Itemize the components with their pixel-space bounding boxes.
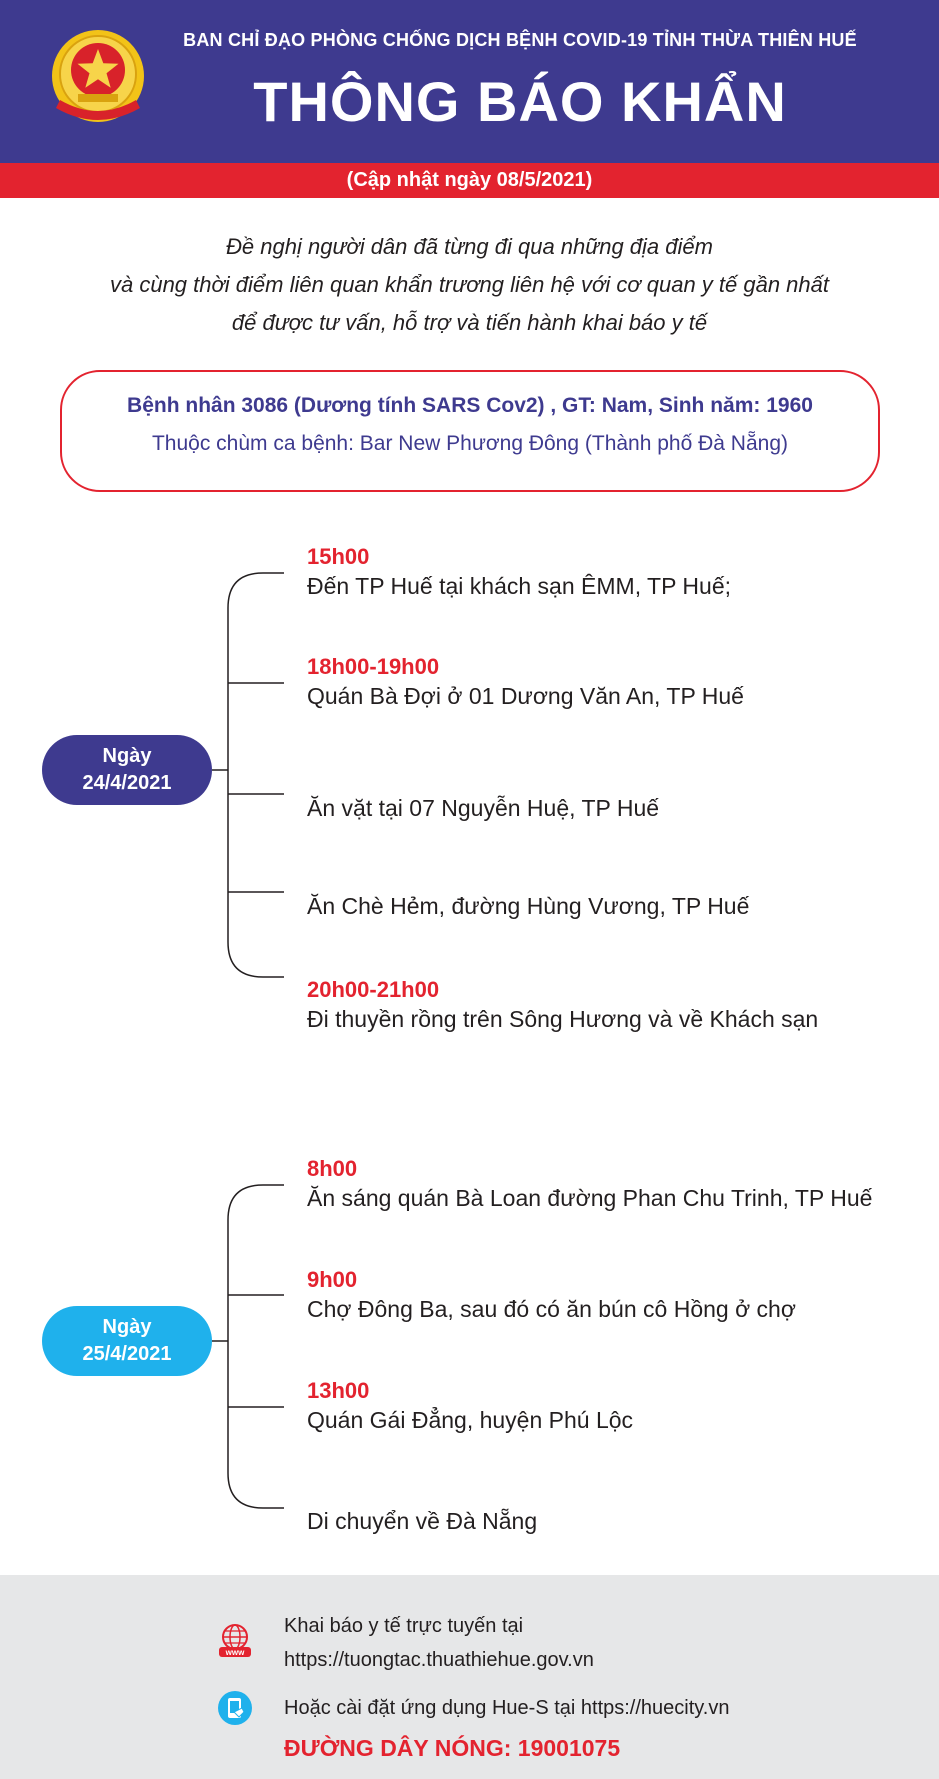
update-date: (Cập nhật ngày 08/5/2021) xyxy=(346,169,593,191)
timeline-connector xyxy=(228,1185,284,1508)
globe-icon xyxy=(217,1622,253,1658)
day-label: Ngày xyxy=(102,1316,152,1338)
event-time xyxy=(307,863,927,891)
patient-cluster: Thuộc chùm ca bệnh: Bar New Phương Đông (Thành phố Đà Nẵng) xyxy=(151,432,788,455)
mobile-app-icon xyxy=(217,1690,253,1726)
online-declaration-label: Khai báo y tế trực tuyến tại xyxy=(284,1615,524,1637)
timeline-event xyxy=(307,1155,927,1213)
event-time xyxy=(307,1478,927,1506)
timeline-event xyxy=(307,1478,927,1536)
event-place: Ăn Chè Hẻm, đường Hùng Vương, TP Huế xyxy=(307,893,750,919)
globe-icon-text: www xyxy=(225,1648,245,1657)
event-time: 18h00-19h00 xyxy=(307,654,440,679)
day-date: 25/4/2021 xyxy=(82,1343,172,1365)
day-badge-25-4 xyxy=(42,1306,212,1376)
timeline-event xyxy=(307,1377,927,1435)
event-time: 8h00 xyxy=(307,1156,358,1181)
intro-line: và cùng thời điểm liên quan khẩn trương liên hệ với cơ quan y tế gần nhất xyxy=(109,272,830,297)
event-time xyxy=(307,765,927,793)
event-time: 9h00 xyxy=(307,1267,358,1292)
timeline-event xyxy=(307,765,927,823)
day-date: 24/4/2021 xyxy=(82,772,172,794)
day-label: Ngày xyxy=(102,745,152,767)
event-time: 13h00 xyxy=(307,1378,370,1403)
intro-line: Đề nghị người dân đã từng đi qua những địa điểm xyxy=(226,234,713,259)
patient-id: Bệnh nhân 3086 (Dương tính SARS Cov2) , GT: Nam, Sinh năm: 1960 xyxy=(127,394,813,417)
page-title: THÔNG BÁO KHẨN xyxy=(253,70,787,133)
timeline-event xyxy=(307,653,927,711)
event-place: Quán Gái Đẳng, huyện Phú Lộc xyxy=(307,1407,634,1433)
app-install-text[interactable]: Hoặc cài đặt ứng dụng Hue-S tại https://huecity.vn xyxy=(284,1697,730,1719)
day-badge-24-4 xyxy=(42,735,212,805)
event-place: Chợ Đông Ba, sau đó có ăn bún cô Hồng ở chợ xyxy=(307,1296,796,1322)
event-time: 20h00-21h00 xyxy=(307,977,440,1002)
timeline-event xyxy=(307,1266,927,1324)
event-place: Ăn vặt tại 07 Nguyễn Huệ, TP Huế xyxy=(307,795,660,821)
timeline-connector xyxy=(228,573,284,977)
intro-line: để được tư vấn, hỗ trợ và tiến hành khai báo y tế xyxy=(231,310,708,335)
hotline[interactable]: ĐƯỜNG DÂY NÓNG: 19001075 xyxy=(284,1735,621,1761)
timeline-event xyxy=(307,863,927,921)
timeline-event xyxy=(307,543,927,601)
event-place: Quán Bà Đợi ở 01 Dương Văn An, TP Huế xyxy=(307,683,744,709)
event-place: Đến TP Huế tại khách sạn ÊMM, TP Huế; xyxy=(307,573,732,599)
event-time: 15h00 xyxy=(307,544,370,569)
event-place: Ăn sáng quán Bà Loan đường Phan Chu Trinh, TP Huế xyxy=(307,1185,873,1211)
event-place: Đi thuyền rồng trên Sông Hương và về Khách sạn xyxy=(307,1006,819,1032)
online-declaration-link[interactable]: https://tuongtac.thuathiehue.gov.vn xyxy=(284,1649,594,1671)
event-place: Di chuyển về Đà Nẵng xyxy=(307,1508,538,1534)
timeline-event xyxy=(307,976,927,1034)
organization-name: BAN CHỈ ĐẠO PHÒNG CHỐNG DỊCH BỆNH COVID-19 TỈNH THỪA THIÊN HUẾ xyxy=(183,30,857,50)
